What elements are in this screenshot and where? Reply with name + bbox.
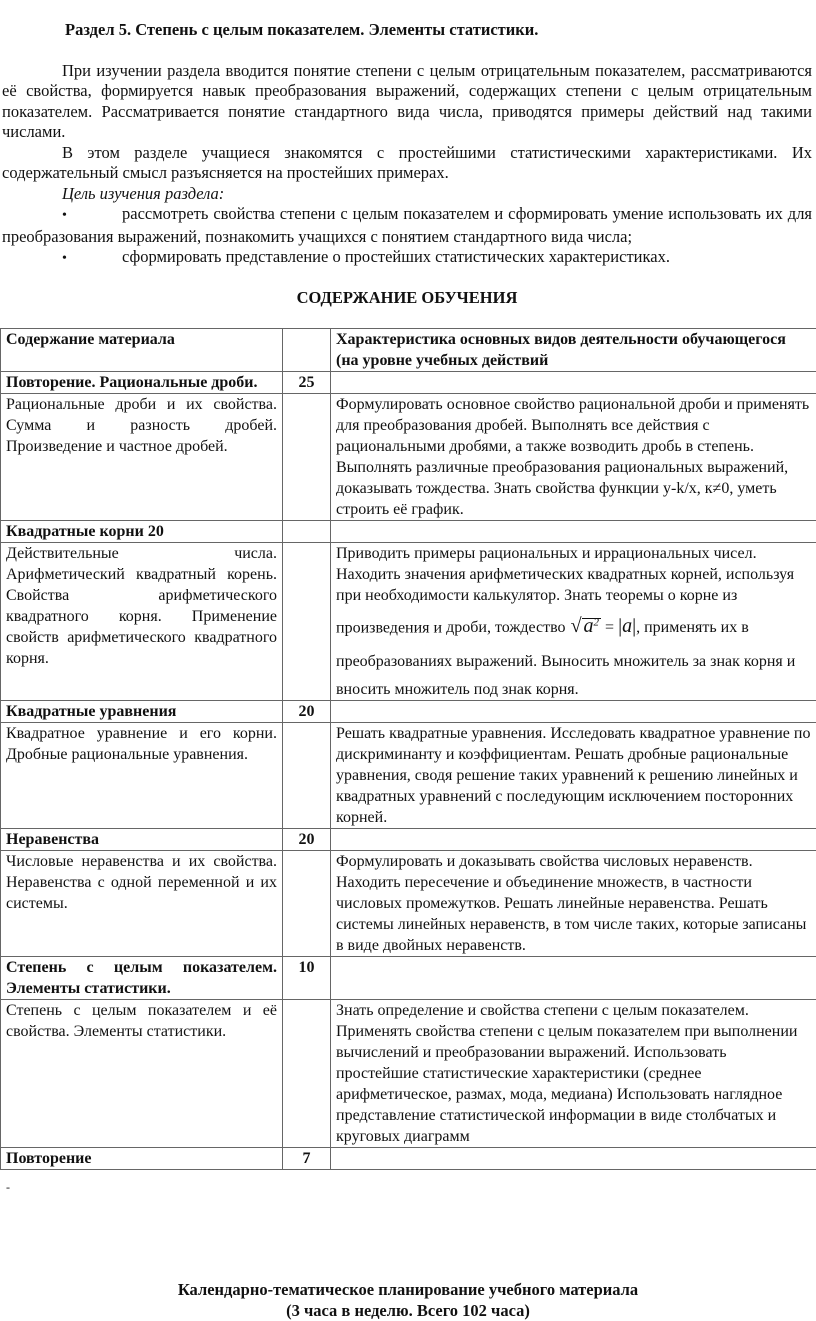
cell-text-line: Квадратные корни 20 [6,523,164,540]
content-cell [1,701,283,723]
cell-text-line: выражений. Выносить множитель за знак корня и вносить множитель под [336,653,795,698]
cell-text-line: свойства функции y-k/x, к≠0, уметь строить её график. [336,480,777,518]
cell-text-line: частное дробей. [119,438,228,455]
hours-cell [283,829,331,851]
cell-text-line: Степень с целым показателем. [6,959,277,976]
cell-text-line: квадратный корень. Свойства [6,566,277,604]
intro-paragraph-1 [2,61,812,143]
content-cell [1,829,283,851]
list-item [2,247,812,270]
cell-text-line: значения арифметических квадратных корней, используя при [336,566,794,604]
list-item [2,204,812,247]
cell-text-line: неравенств. [446,937,526,954]
goal-label: Цель изучения раздела: [2,184,812,205]
cell-text-line: Приводить примеры рациональных и иррациональных чисел. Находить [336,545,757,583]
cell-text-line: неравенств, в том числе таких, которые записаны в виде двойных [336,916,806,954]
activities-cell [331,851,816,957]
table-row [1,851,816,957]
intro-paragraph-2 [2,143,812,184]
formula-prefix: дроби, тождество [446,619,565,636]
cell-text-line: Формулировать основное свойство рациональной дроби и применять [336,396,809,413]
formula-radicand [582,618,602,636]
content-cell [1,372,283,394]
hours-value: 7 [303,1150,311,1167]
cell-text-line: Повторение. Рациональные дроби. [6,374,258,391]
paragraph-line: При изучении раздела вводится понятие степени с целым отрицательным показателем, [62,61,685,80]
hours-cell [283,521,331,543]
cell-text-line: свойства степени с целым показателем при выполнении вычислений и [336,1023,797,1061]
content-cell [1,723,283,829]
cell-text-line: Характеристика основных видов деятельности обучающегося (на [336,331,786,369]
hours-cell [283,394,331,521]
cell-text-line: Формулировать и доказывать свойства числовых неравенств. Находить [336,853,753,891]
abs-bar-icon: | [632,615,636,637]
planning-subtitle: (3 часа в неделю. Всего 102 часа) [0,1301,816,1321]
paragraph-line: действий над такими числами. [2,102,812,142]
cell-text-line: квадратного корня. [6,629,277,667]
cell-text-line: характеристики (среднее арифметическое, размах, мода, медиана) [336,1065,701,1103]
cell-text-line: Решать квадратные уравнения. Исследовать квадратное уравнение по [336,725,810,742]
cell-text-line: Знать определение и свойства степени с целым показателем. Применять [336,1002,749,1040]
table-row [1,543,816,701]
cell-text-line: Элементы статистики. [74,1023,227,1040]
cell-text-line: квадратных уравнений с последующим исключением посторонних корней. [336,788,793,826]
topic-row [1,957,816,1000]
cell-text-line: уровне учебных действий [363,352,549,369]
cell-text-line: пересечение и объединение множеств, в частности числовых [336,874,752,912]
list-item-text: сформировать представление о простейших статистических характеристиках. [122,247,670,266]
paragraph-line: содержательный смысл разъясняется на простейших примерах. [2,163,449,182]
cell-text-line: Применение свойств арифметического [6,608,277,646]
formula-abs [618,615,636,637]
bullet-icon: • [62,206,122,227]
cell-text-line: Действительные числа. Арифметический [6,545,277,583]
section-title: Раздел 5. Степень с целым показателем. Элементы статистики. [2,20,812,41]
topic-row [1,829,816,851]
topic-row [1,372,816,394]
hours-cell [283,701,331,723]
formula-exponent: 2 [594,617,600,629]
activities-cell [331,394,816,521]
table-row [1,723,816,829]
content-cell [1,957,283,1000]
planning-title: Календарно-тематическое планирование учебного материала [0,1280,816,1301]
cell-text-line: Сумма и разность дробей. Произведение и [6,417,277,455]
cell-text-line: Элементы статистики. [6,980,171,997]
hours-value: 25 [299,374,315,391]
cell-text-line: уравнения, сводя решение таких уравнений к решению линейных и [336,767,798,784]
content-cell [1,1148,283,1170]
cell-text-line: Степень с целым показателем и её свойства. [6,1002,277,1040]
activities-cell [331,543,816,701]
table-row [1,394,816,521]
hours-cell [283,723,331,829]
cell-text-line: с одной переменной и их системы. [6,874,277,912]
content-heading: СОДЕРЖАНИЕ ОБУЧЕНИЯ [2,288,812,309]
cell-text-line: арифметического квадратного корня. [6,587,277,625]
paragraph-line: рассматриваются её свойства, формируется навык преобразования выражений, содержащих степени с целым [2,61,812,101]
cell-text-line: преобразования рациональных выражений, доказывать тождества. Знать [336,459,788,497]
paragraph-line: отрицательным показателем. Рассматривается понятие стандартного вида числа, приводятся примеры [2,81,812,121]
activities-cell [331,957,816,1000]
activities-cell [331,521,816,543]
paragraph-line: В этом разделе учащиеся знакомятся с простейшими статистическими характеристиками. Их [62,143,812,162]
table-header-row [1,329,816,372]
cell-text-line: Квадратное уравнение и его корни. Дробные [6,725,277,763]
cell-text-line: необходимости калькулятор. Знать теоремы о корне из произведения и [336,587,737,636]
header-hours [283,329,331,372]
list-item-continuation: для преобразования выражений, познакомить учащихся с понятием стандартного вида числа; [2,204,812,246]
cell-text-line: Неравенства [6,831,99,848]
cell-text-line: виде столбчатых и круговых диаграмм [336,1107,776,1145]
topic-row [1,521,816,543]
formula-suffix: , применять их в преобразованиях [336,619,749,670]
hours-value: 20 [299,703,315,720]
cell-text-line: преобразовании выражений. Использовать простейшие статистические [336,1044,727,1082]
curriculum-table [0,328,816,1170]
hours-value: 10 [299,959,315,976]
hours-value: 20 [299,831,315,848]
hours-cell [283,1000,331,1148]
content-cell [1,1000,283,1148]
hours-cell [283,957,331,1000]
intro-section [0,0,816,308]
abs-bar-icon: | [618,615,622,637]
cell-text-line: Квадратные уравнения [6,703,176,720]
topic-row [1,1148,816,1170]
cell-text-line: знак корня. [502,681,579,698]
hours-cell [283,543,331,701]
formula-rhs: a [622,615,632,637]
stray-mark: - [6,1180,816,1280]
equals-sign: = [601,619,618,636]
cell-text-line: рациональные уравнения. [71,746,248,763]
cell-text-line: Числовые неравенства и их свойства. Неравенства [6,853,277,891]
cell-text-line: Рациональные дроби и их свойства. [6,396,277,413]
topic-row [1,701,816,723]
content-cell [1,851,283,957]
content-cell [1,521,283,543]
cell-text-line: дискриминанту и коэффициентам. Решать дробные рациональные [336,746,788,763]
activities-cell [331,372,816,394]
cell-text-line: промежутков. Решать линейные неравенства. Решать системы линейных [336,895,768,933]
list-item-text: рассмотреть свойства степени с целым показателем и сформировать умение использовать их [122,204,783,223]
header-activities [331,329,816,372]
activities-cell [331,701,816,723]
content-cell [1,394,283,521]
cell-text-line: Использовать наглядное представление статистической информации в [336,1086,782,1124]
activities-cell [331,1000,816,1148]
content-cell [1,543,283,701]
activities-cell [331,1148,816,1170]
activities-cell [331,829,816,851]
activities-cell [331,723,816,829]
cell-text-line: Содержание материала [6,331,175,348]
formula-lhs: a [584,615,594,637]
hours-cell [283,851,331,957]
bullet-icon: • [62,249,122,270]
header-content [1,329,283,372]
cell-text-line: для преобразования дробей. Выполнять все действия с рациональными [336,417,710,455]
table-row [1,1000,816,1148]
cell-text-line: Повторение [6,1150,91,1167]
hours-cell [283,1148,331,1170]
cell-text-line: дробями, а также возводить дробь в степень. Выполнять различные [336,438,754,476]
hours-cell [283,372,331,394]
sqrt-icon: √ [566,615,582,637]
